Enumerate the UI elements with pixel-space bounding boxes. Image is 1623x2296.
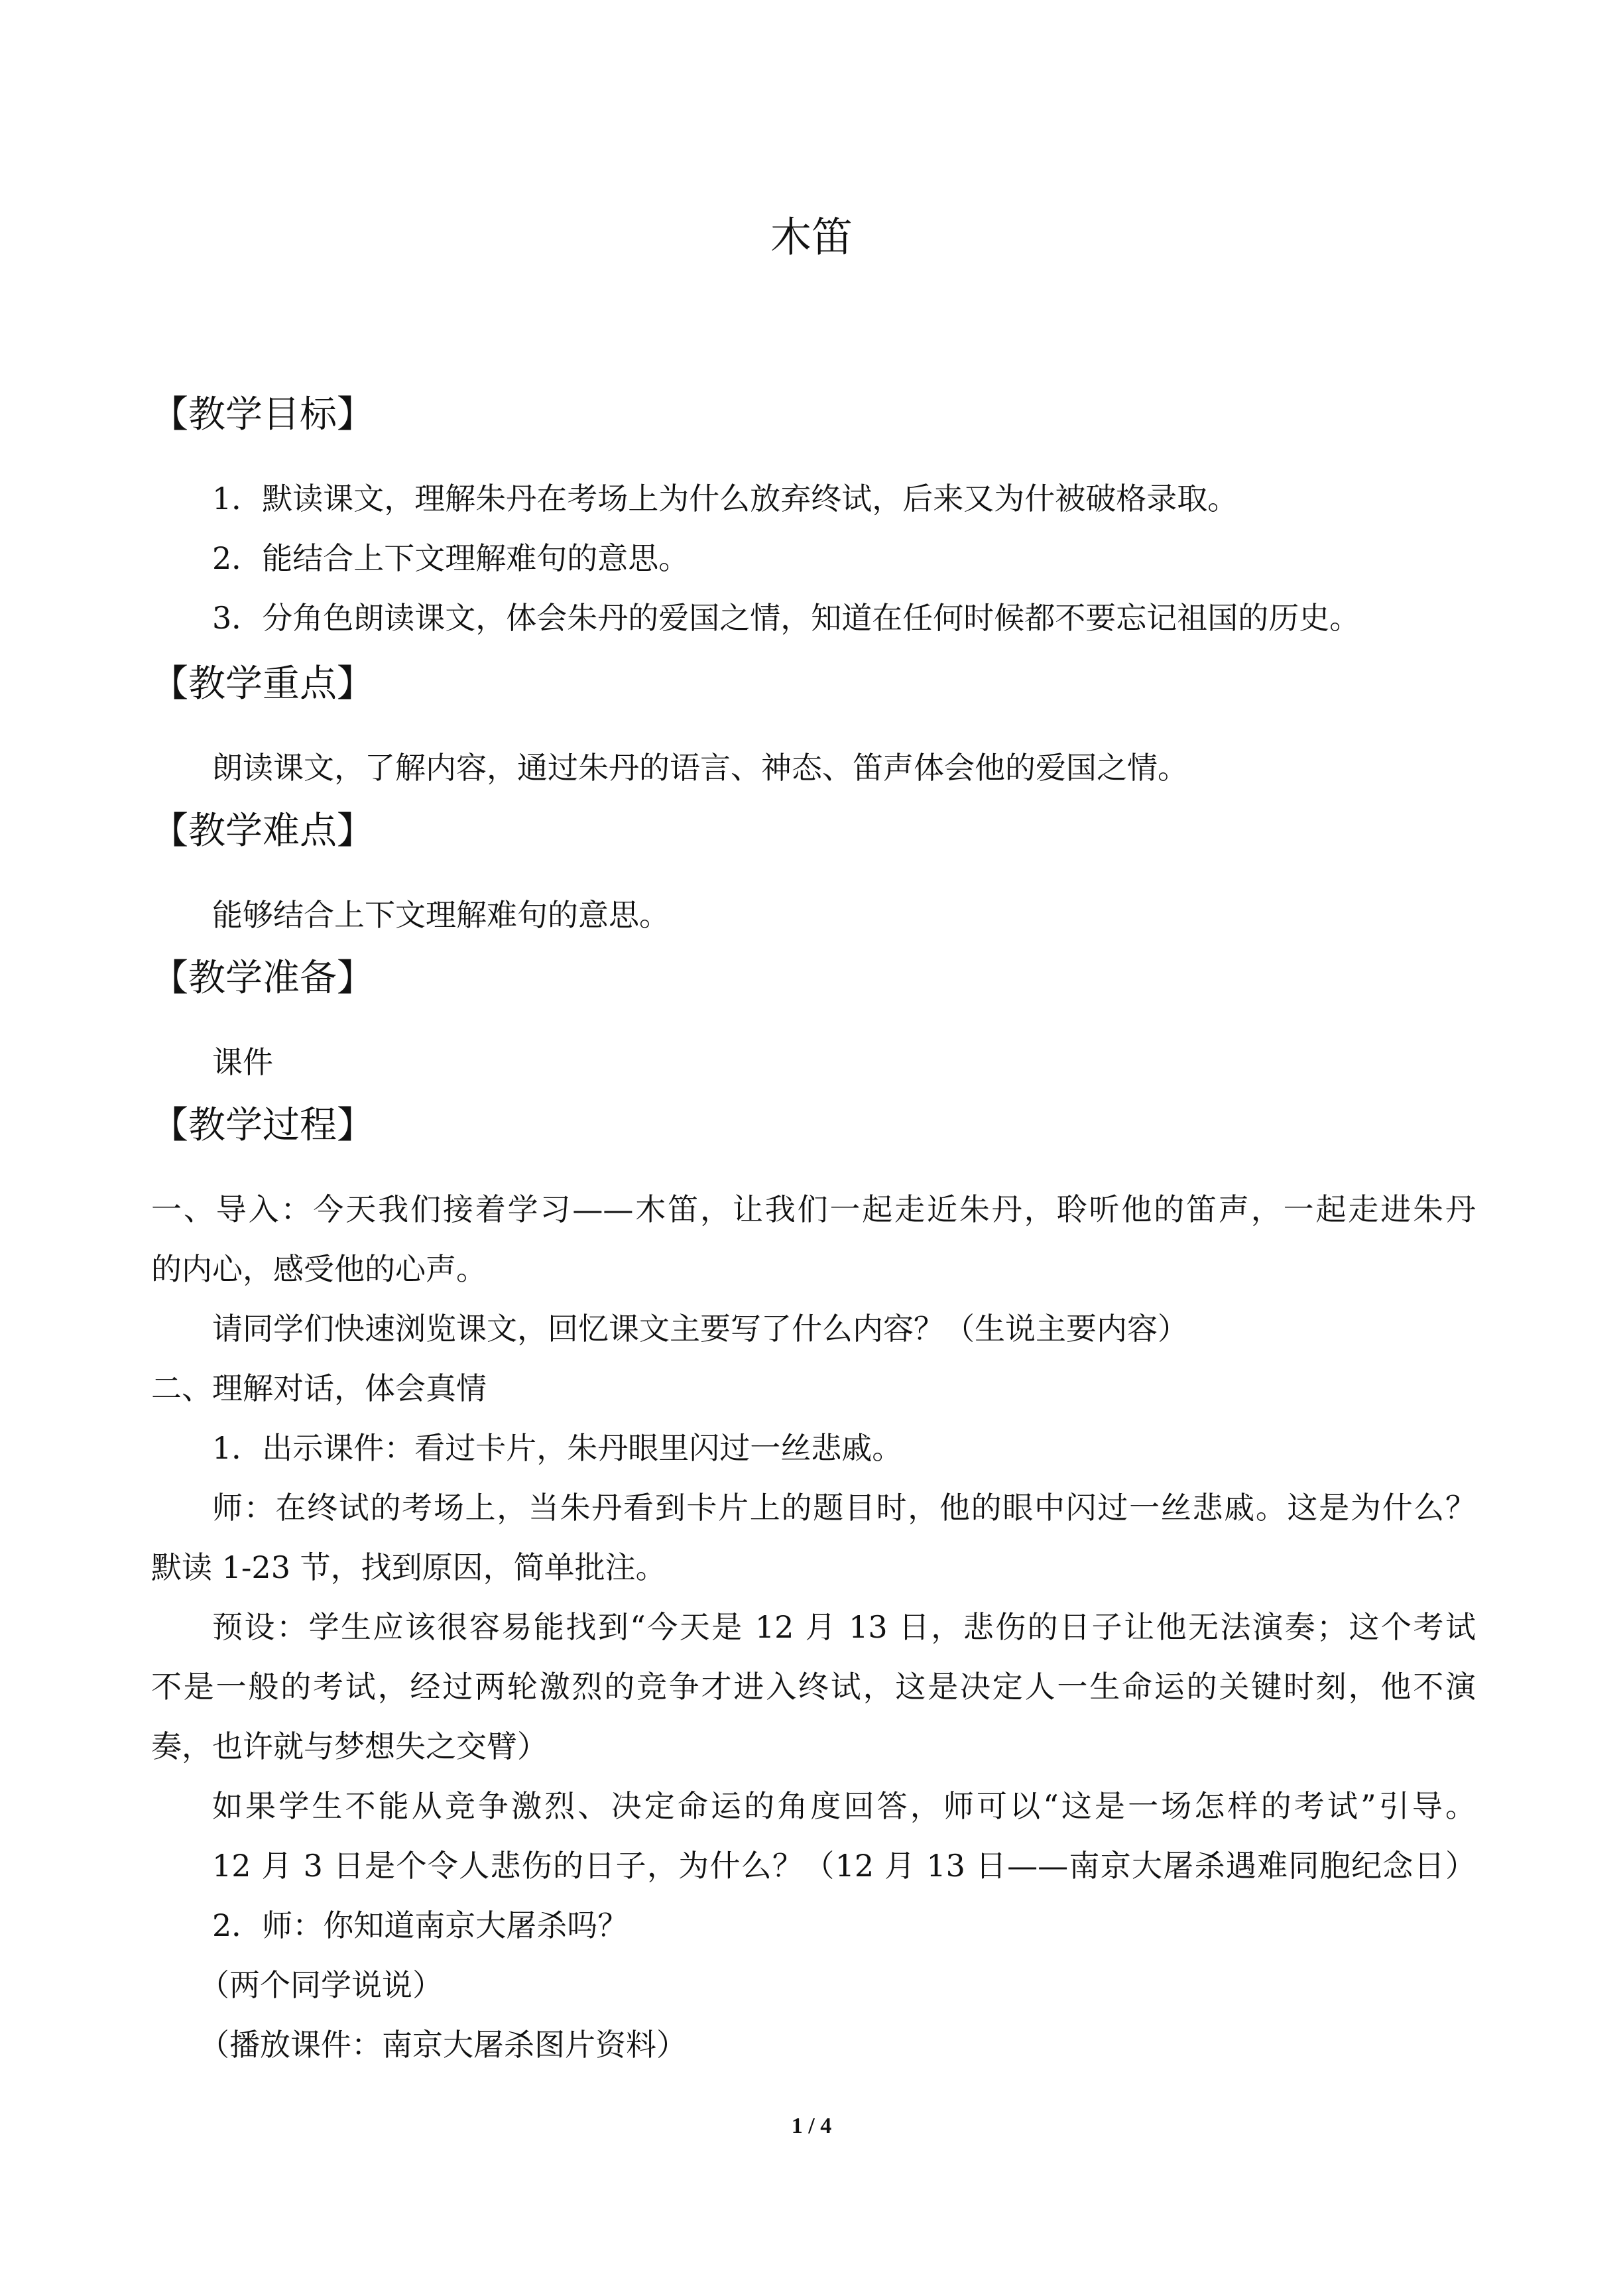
preset-answer-line-2: 不是一般的考试，经过两轮激烈的竞争才进入终试，这是决定人一生命运的关键时刻，他不演 [151,1669,1476,1705]
goal-item-3: 3．分角色朗读课文，体会朱丹的爱国之情，知道在任何时候都不要忘记祖国的历史。 [212,600,1360,636]
document-title: 木笛 [770,213,853,261]
section-2-heading: 二、理解对话，体会真情 [151,1370,487,1406]
teacher-question-line-1: 师：在终试的考场上，当朱丹看到卡片上的题目时，他的眼中闪过一丝悲戚。这是为什么？ [212,1490,1476,1526]
difficulties-text: 能够结合上下文理解难句的意思。 [212,897,670,933]
intro-paragraph-line-2: 的内心，感受他的心声。 [151,1251,487,1287]
heading-teaching-process: 【教学过程】 [151,1104,374,1147]
process-item-2: 2．师：你知道南京大屠杀吗？ [212,1907,629,1943]
heading-teaching-goals: 【教学目标】 [151,393,374,436]
guide-note: 如果学生不能从竞争激烈、决定命运的角度回答，师可以“这是一场怎样的考试”引导。 [212,1788,1476,1824]
preset-answer-line-3: 奏，也许就与梦想失之交臂） [151,1728,548,1764]
key-points-text: 朗读课文，了解内容，通过朱丹的语言、神态、笛声体会他的爱国之情。 [212,750,1188,786]
heading-key-points: 【教学重点】 [151,662,374,705]
page-number: 1 / 4 [791,2114,832,2138]
heading-preparation: 【教学准备】 [151,957,374,1000]
intro-paragraph-line-1: 一、导入：今天我们接着学习——木笛，让我们一起走近朱丹，聆听他的笛声，一起走进朱丹 [151,1191,1476,1227]
teacher-question-line-2: 默读 1-23 节，找到原因，简单批注。 [151,1549,666,1585]
play-note: （播放课件：南京大屠杀图片资料） [199,2027,687,2063]
process-item-1: 1．出示课件：看过卡片，朱丹眼里闪过一丝悲戚。 [212,1430,903,1466]
preparation-text: 课件 [212,1044,273,1080]
preset-answer-line-1: 预设：学生应该很容易能找到“今天是 12 月 13 日，悲伤的日子让他无法演奏；这个考试 [212,1609,1476,1645]
date-question: 12 月 3 日是个令人悲伤的日子，为什么？（12 月 13 日——南京大屠杀遇难同胞纪念日） [212,1848,1476,1884]
goal-item-2: 2．能结合上下文理解难句的意思。 [212,540,690,576]
students-note: （两个同学说说） [199,1967,443,2003]
goal-item-1: 1．默读课文，理解朱丹在考场上为什么放弃终试，后来又为什被破格录取。 [212,481,1238,516]
heading-difficulties: 【教学难点】 [151,810,374,853]
browse-instruction: 请同学们快速浏览课文，回忆课文主要写了什么内容？（生说主要内容） [212,1311,1188,1347]
